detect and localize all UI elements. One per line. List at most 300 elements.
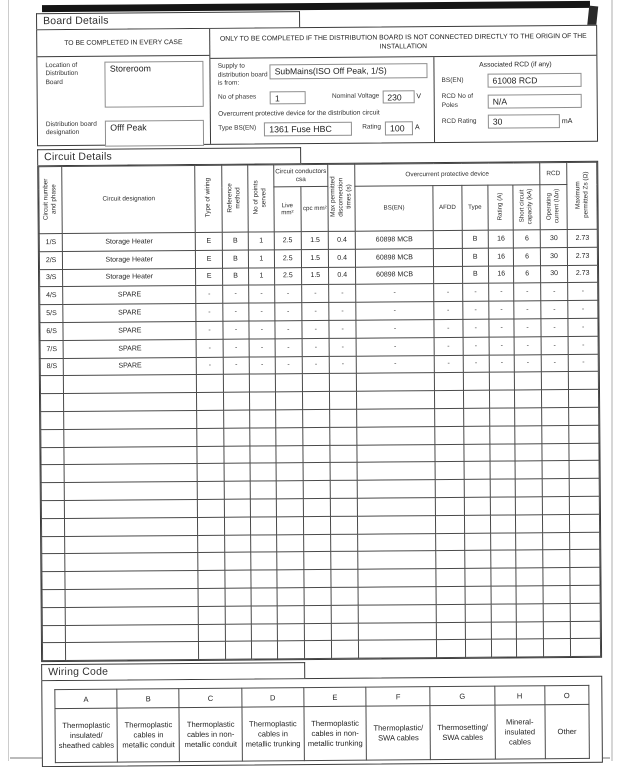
circuit-cell-empty[interactable] [225,606,252,624]
circuit-cell-empty[interactable] [197,392,224,410]
circuit-cell[interactable]: - [302,356,330,374]
circuit-cell[interactable]: - [329,320,356,338]
circuit-cell-empty[interactable] [66,624,199,643]
circuit-cell-empty[interactable] [490,408,515,426]
circuit-cell-empty[interactable] [197,446,224,464]
circuit-cell[interactable]: SPARE [63,357,196,376]
circuit-cell[interactable]: - [249,285,274,303]
circuit-cell-empty[interactable] [436,604,465,622]
circuit-cell-empty[interactable] [41,429,64,447]
circuit-cell-empty[interactable] [251,623,276,641]
circuit-cell-empty[interactable] [224,535,251,553]
circuit-cell-empty[interactable] [464,550,491,568]
circuit-cell-empty[interactable] [42,554,65,572]
circuit-cell[interactable]: - [489,337,514,355]
circuit-cell-empty[interactable] [331,552,358,570]
circuit-cell-empty[interactable] [65,571,198,590]
circuit-cell-empty[interactable] [277,641,305,659]
circuit-cell-empty[interactable] [490,461,515,479]
circuit-cell-empty[interactable] [303,463,331,481]
circuit-cell[interactable]: B [222,250,249,268]
circuit-cell-empty[interactable] [490,479,515,497]
circuit-cell[interactable]: - [541,354,569,372]
circuit-cell[interactable]: - [434,284,463,302]
circuit-cell-empty[interactable] [358,587,436,605]
circuit-cell[interactable]: Storage Heater [62,232,195,251]
circuit-cell-empty[interactable] [517,621,544,639]
circuit-cell-empty[interactable] [303,498,331,516]
circuit-cell-empty[interactable] [41,411,64,429]
circuit-cell-empty[interactable] [543,603,571,621]
circuit-cell-empty[interactable] [491,639,516,657]
circuit-cell-empty[interactable] [436,568,465,586]
circuit-cell-empty[interactable] [277,623,305,641]
circuit-cell-empty[interactable] [330,391,357,409]
circuit-cell[interactable]: 30 [540,265,568,283]
circuit-cell[interactable]: 6 [514,230,541,248]
circuit-cell[interactable]: Storage Heater [63,250,196,269]
circuit-cell[interactable]: - [489,319,514,337]
circuit-cell-empty[interactable] [65,535,198,554]
circuit-cell[interactable]: - [197,357,224,375]
circuit-cell[interactable]: - [356,355,434,373]
circuit-cell-empty[interactable] [250,410,275,428]
circuit-cell-empty[interactable] [358,551,436,569]
circuit-cell-empty[interactable] [463,390,490,408]
circuit-cell[interactable]: 30 [540,230,568,248]
circuit-cell-empty[interactable] [330,445,357,463]
circuit-cell-empty[interactable] [516,514,543,532]
circuit-cell-empty[interactable] [464,533,491,551]
circuit-cell-empty[interactable] [65,606,198,625]
circuit-cell-empty[interactable] [516,497,543,515]
circuit-cell-empty[interactable] [491,550,516,568]
circuit-cell-empty[interactable] [197,410,224,428]
circuit-cell[interactable]: E [196,250,223,268]
rcd-bsen-field[interactable]: 61008 RCD [487,73,581,88]
circuit-cell[interactable]: - [249,303,274,321]
circuit-cell-empty[interactable] [569,425,599,443]
circuit-cell-empty[interactable] [570,567,600,585]
circuit-cell-empty[interactable] [542,425,570,443]
circuit-cell[interactable]: - [434,355,463,373]
circuit-cell-empty[interactable] [304,623,332,641]
circuit-cell-empty[interactable] [489,372,514,390]
circuit-cell-empty[interactable] [251,517,276,535]
circuit-cell-empty[interactable] [517,639,544,657]
circuit-cell[interactable]: 6 [514,265,541,283]
rcd-poles-field[interactable]: N/A [488,94,582,109]
circuit-cell[interactable]: - [302,320,330,338]
circuit-cell-empty[interactable] [276,570,304,588]
circuit-cell-empty[interactable] [64,446,197,465]
circuit-cell-empty[interactable] [64,393,197,412]
circuit-cell-empty[interactable] [571,621,601,639]
circuit-cell-empty[interactable] [357,426,435,444]
circuit-cell-empty[interactable] [437,640,466,658]
circuit-cell-empty[interactable] [331,480,358,498]
circuit-cell[interactable]: - [514,319,541,337]
circuit-cell-empty[interactable] [304,534,332,552]
circuit-cell-empty[interactable] [570,550,600,568]
circuit-cell-empty[interactable] [463,408,490,426]
dist-rating-field[interactable]: 100 [385,121,413,135]
circuit-cell[interactable]: - [434,337,463,355]
circuit-cell-empty[interactable] [542,443,570,461]
circuit-cell-empty[interactable] [250,463,275,481]
circuit-cell-empty[interactable] [330,427,357,445]
circuit-cell-empty[interactable] [224,517,251,535]
circuit-cell[interactable]: 3/S [40,269,63,287]
circuit-cell-empty[interactable] [223,392,250,410]
circuit-cell-empty[interactable] [465,639,492,657]
circuit-cell-empty[interactable] [516,479,543,497]
circuit-cell-empty[interactable] [357,515,435,533]
circuit-cell[interactable]: 2.73 [568,265,598,283]
circuit-cell-empty[interactable] [276,499,304,517]
circuit-cell[interactable]: 16 [488,248,513,266]
circuit-cell-empty[interactable] [489,390,514,408]
circuit-cell-empty[interactable] [465,586,492,604]
circuit-cell[interactable]: - [356,337,434,355]
circuit-cell[interactable]: 7/S [40,340,63,358]
circuit-cell[interactable]: - [223,303,250,321]
circuit-cell[interactable]: B [462,266,489,284]
circuit-cell-empty[interactable] [543,568,571,586]
circuit-cell-empty[interactable] [277,588,305,606]
circuit-cell-empty[interactable] [464,497,491,515]
circuit-cell-empty[interactable] [463,373,490,391]
circuit-cell-empty[interactable] [516,550,543,568]
circuit-cell[interactable]: - [463,337,490,355]
circuit-cell-empty[interactable] [515,426,542,444]
circuit-cell-empty[interactable] [275,445,303,463]
circuit-cell-empty[interactable] [570,532,600,550]
circuit-cell-empty[interactable] [491,604,516,622]
circuit-cell-empty[interactable] [464,479,491,497]
circuit-cell[interactable]: 2.73 [568,229,598,247]
circuit-cell[interactable]: - [275,356,303,374]
circuit-cell[interactable]: - [462,301,489,319]
circuit-cell-empty[interactable] [304,587,332,605]
rcd-rating-field[interactable]: 30 [488,114,560,129]
circuit-cell[interactable]: 1.5 [302,267,330,285]
circuit-cell[interactable]: - [514,337,541,355]
circuit-cell-empty[interactable] [543,621,571,639]
circuit-cell-empty[interactable] [358,604,436,622]
circuit-cell[interactable]: - [514,301,541,319]
circuit-cell-empty[interactable] [198,481,225,499]
circuit-cell-empty[interactable] [275,410,303,428]
circuit-cell[interactable]: - [249,339,274,357]
circuit-cell-empty[interactable] [199,642,226,660]
circuit-cell[interactable]: - [223,357,250,375]
circuit-cell-empty[interactable] [66,642,199,661]
circuit-cell-empty[interactable] [490,426,515,444]
circuit-cell-empty[interactable] [436,622,465,640]
circuit-cell[interactable]: B [222,268,249,286]
circuit-cell-empty[interactable] [275,374,303,392]
circuit-cell-empty[interactable] [491,532,516,550]
circuit-cell[interactable]: 2.5 [274,267,302,285]
circuit-cell-empty[interactable] [42,625,65,643]
circuit-cell-empty[interactable] [40,376,63,394]
circuit-cell-empty[interactable] [64,375,197,394]
circuit-cell-empty[interactable] [251,570,276,588]
circuit-cell-empty[interactable] [250,481,275,499]
circuit-cell[interactable]: 0.4 [329,249,356,267]
circuit-cell[interactable]: - [274,285,302,303]
circuit-cell[interactable]: - [329,285,356,303]
circuit-cell-empty[interactable] [358,622,436,640]
circuit-cell-empty[interactable] [250,445,275,463]
circuit-cell-empty[interactable] [358,640,436,658]
circuit-cell-empty[interactable] [569,461,599,479]
circuit-cell-empty[interactable] [570,496,600,514]
circuit-cell-empty[interactable] [435,462,464,480]
circuit-cell-empty[interactable] [357,498,435,516]
circuit-cell[interactable]: - [249,356,274,374]
circuit-cell-empty[interactable] [465,604,492,622]
circuit-cell-empty[interactable] [225,624,252,642]
circuit-cell[interactable]: B [222,232,249,250]
circuit-cell-empty[interactable] [198,588,225,606]
circuit-cell-empty[interactable] [516,532,543,550]
circuit-cell-empty[interactable] [515,461,542,479]
circuit-cell-empty[interactable] [304,552,332,570]
circuit-cell-empty[interactable] [42,572,65,590]
circuit-cell-empty[interactable] [569,478,599,496]
designation-field[interactable]: Offf Peak [105,120,204,147]
circuit-cell[interactable]: - [275,338,303,356]
circuit-cell-empty[interactable] [197,428,224,446]
circuit-cell[interactable]: 2.5 [274,232,302,250]
circuit-cell[interactable]: - [330,338,357,356]
circuit-cell-empty[interactable] [569,407,599,425]
circuit-cell-empty[interactable] [225,552,252,570]
circuit-cell[interactable]: - [356,320,434,338]
circuit-cell-empty[interactable] [435,480,464,498]
location-field[interactable]: Storeroom [105,61,204,108]
circuit-cell-empty[interactable] [490,444,515,462]
circuit-cell-empty[interactable] [302,374,330,392]
circuit-cell[interactable]: 0.4 [329,267,356,285]
circuit-cell-empty[interactable] [303,445,331,463]
circuit-cell-empty[interactable] [569,372,599,390]
circuit-cell-empty[interactable] [42,536,65,554]
circuit-cell[interactable]: 1/S [39,234,62,252]
circuit-cell[interactable]: - [274,303,302,321]
circuit-cell[interactable]: - [568,336,598,354]
circuit-cell-empty[interactable] [251,552,276,570]
circuit-cell[interactable]: E [196,232,223,250]
circuit-cell-empty[interactable] [330,374,357,392]
circuit-cell-empty[interactable] [464,568,491,586]
circuit-cell-empty[interactable] [225,570,252,588]
circuit-cell-empty[interactable] [435,391,464,409]
circuit-cell-empty[interactable] [303,427,331,445]
circuit-cell[interactable]: - [568,283,598,301]
circuit-cell-empty[interactable] [515,408,542,426]
circuit-cell-empty[interactable] [225,641,252,659]
circuit-cell-empty[interactable] [332,623,359,641]
circuit-cell[interactable]: - [541,336,569,354]
circuit-cell-empty[interactable] [434,373,463,391]
circuit-cell[interactable] [433,248,462,266]
circuit-cell[interactable]: - [302,338,330,356]
circuit-cell-empty[interactable] [357,444,435,462]
circuit-cell[interactable]: 6 [514,248,541,266]
circuit-cell-empty[interactable] [251,588,276,606]
circuit-cell-empty[interactable] [543,550,571,568]
circuit-cell-empty[interactable] [64,464,197,483]
circuit-cell-empty[interactable] [223,410,250,428]
circuit-cell-empty[interactable] [198,570,225,588]
circuit-cell-empty[interactable] [303,392,331,410]
circuit-cell-empty[interactable] [465,622,492,640]
circuit-cell-empty[interactable] [356,391,434,409]
circuit-cell-empty[interactable] [436,586,465,604]
circuit-cell[interactable]: 5/S [40,305,63,323]
circuit-cell-empty[interactable] [65,499,198,518]
circuit-cell-empty[interactable] [251,534,276,552]
circuit-cell-empty[interactable] [332,605,359,623]
circuit-cell-empty[interactable] [517,603,544,621]
circuit-cell-empty[interactable] [464,515,491,533]
circuit-cell-empty[interactable] [64,410,197,429]
circuit-cell[interactable]: - [196,321,223,339]
circuit-cell[interactable]: - [541,319,569,337]
circuit-cell[interactable]: 2/S [39,251,62,269]
circuit-cell-empty[interactable] [542,479,570,497]
circuit-cell-empty[interactable] [516,586,543,604]
circuit-cell[interactable]: - [540,283,568,301]
circuit-cell[interactable]: - [196,286,223,304]
circuit-cell-empty[interactable] [491,568,516,586]
circuit-cell-empty[interactable] [198,517,225,535]
circuit-cell-empty[interactable] [357,480,435,498]
circuit-cell[interactable]: - [196,303,223,321]
circuit-cell[interactable]: SPARE [63,304,196,323]
circuit-cell-empty[interactable] [542,496,570,514]
circuit-cell-empty[interactable] [276,481,304,499]
circuit-cell[interactable]: - [489,301,514,319]
phases-field[interactable]: 1 [270,91,306,104]
circuit-cell-empty[interactable] [515,390,542,408]
circuit-cell[interactable]: 1.5 [301,249,329,267]
circuit-cell[interactable]: - [515,354,542,372]
circuit-cell-empty[interactable] [357,462,435,480]
circuit-cell-empty[interactable] [250,374,275,392]
circuit-cell[interactable]: 1.5 [301,231,329,249]
circuit-cell[interactable]: 60898 MCB [355,231,433,249]
circuit-cell-empty[interactable] [542,532,570,550]
circuit-cell-empty[interactable] [42,607,65,625]
circuit-cell-empty[interactable] [224,428,251,446]
circuit-cell-empty[interactable] [42,643,65,661]
circuit-cell[interactable]: - [274,321,302,339]
circuit-cell[interactable]: 6/S [40,322,63,340]
supply-field[interactable]: SubMains(ISO Off Peak, 1/S) [270,63,428,79]
circuit-cell[interactable]: - [196,339,223,357]
circuit-cell-empty[interactable] [436,551,465,569]
circuit-cell[interactable]: 16 [489,266,514,284]
circuit-cell[interactable]: 16 [488,230,513,248]
circuit-cell-empty[interactable] [276,534,304,552]
circuit-cell-empty[interactable] [543,639,571,657]
circuit-cell-empty[interactable] [199,606,226,624]
circuit-cell-empty[interactable] [276,516,304,534]
circuit-cell[interactable]: - [223,321,250,339]
circuit-cell[interactable] [433,230,462,248]
circuit-cell[interactable] [434,266,463,284]
circuit-cell-empty[interactable] [303,409,331,427]
circuit-cell-empty[interactable] [304,605,332,623]
circuit-cell-empty[interactable] [543,585,571,603]
circuit-cell[interactable]: E [196,268,223,286]
circuit-cell-empty[interactable] [41,483,64,501]
circuit-cell-empty[interactable] [331,516,358,534]
circuit-cell-empty[interactable] [41,518,64,536]
circuit-cell-empty[interactable] [515,372,542,390]
circuit-cell-empty[interactable] [331,534,358,552]
circuit-cell-empty[interactable] [40,394,63,412]
circuit-cell[interactable]: - [568,318,598,336]
circuit-cell-empty[interactable] [65,588,198,607]
circuit-cell[interactable]: - [222,285,249,303]
circuit-cell-empty[interactable] [276,463,304,481]
circuit-cell-empty[interactable] [275,427,303,445]
circuit-cell-empty[interactable] [252,641,277,659]
circuit-cell[interactable]: 1 [249,250,274,268]
circuit-cell-empty[interactable] [276,552,304,570]
circuit-cell-empty[interactable] [491,586,516,604]
circuit-cell-empty[interactable] [541,372,569,390]
circuit-cell[interactable]: - [489,355,514,373]
circuit-cell[interactable]: - [329,302,356,320]
circuit-cell-empty[interactable] [542,461,570,479]
circuit-cell-empty[interactable] [356,373,434,391]
circuit-cell-empty[interactable] [332,587,359,605]
circuit-cell-empty[interactable] [570,603,600,621]
circuit-cell-empty[interactable] [41,500,64,518]
circuit-cell-empty[interactable] [304,641,332,659]
circuit-cell-empty[interactable] [251,606,276,624]
voltage-field[interactable]: 230 [382,90,414,103]
circuit-cell[interactable]: 8/S [40,358,63,376]
circuit-cell-empty[interactable] [275,392,303,410]
circuit-cell-empty[interactable] [250,392,275,410]
circuit-cell-empty[interactable] [463,426,490,444]
circuit-cell-empty[interactable] [571,639,601,657]
circuit-cell[interactable]: - [249,321,274,339]
circuit-cell[interactable]: - [568,300,598,318]
circuit-cell[interactable]: - [541,301,569,319]
circuit-cell-empty[interactable] [332,641,359,659]
circuit-cell[interactable]: - [434,319,463,337]
circuit-cell[interactable]: 2.73 [568,247,598,265]
circuit-cell-empty[interactable] [251,499,276,517]
circuit-cell-empty[interactable] [358,569,436,587]
circuit-cell-empty[interactable] [464,462,491,480]
circuit-cell-empty[interactable] [197,464,224,482]
circuit-cell[interactable]: SPARE [63,286,196,305]
circuit-cell[interactable]: B [462,230,489,248]
circuit-cell[interactable]: - [330,356,357,374]
circuit-cell[interactable]: 60898 MCB [355,248,433,266]
circuit-cell-empty[interactable] [570,585,600,603]
circuit-cell[interactable]: - [434,302,463,320]
